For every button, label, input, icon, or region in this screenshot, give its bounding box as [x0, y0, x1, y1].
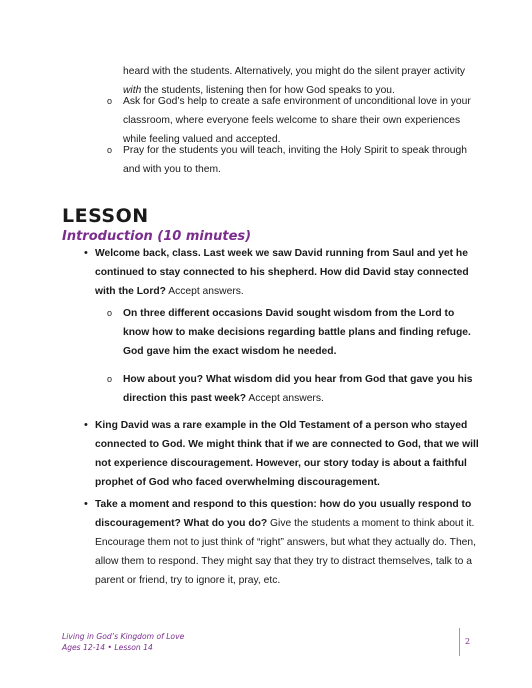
- section-heading: LESSON: [62, 205, 149, 227]
- footer-divider: [459, 628, 460, 656]
- lesson-bullet: [95, 416, 480, 492]
- sub-bullet-bold-text: How about you? What wisdom did you hear from God that gave you his direction this past week?: [123, 374, 473, 404]
- sub-bullet-marker: o: [107, 308, 113, 318]
- intro-text: heard with the students. Alternatively, you might do the silent prayer activity: [123, 66, 466, 77]
- bullet-bold-text: Take a moment and respond to this question: how do you usually respond to discouragement? What do you do?: [95, 499, 472, 529]
- page-footer: [62, 631, 184, 653]
- bullet-bold-text: King David was a rare example in the Old Testament of a person who stayed connected to God. We might think that if we are connected to God, that we will not experience discouragement. However, our story today is about a faithful prophet of God who faced overwhelming discouragement.: [95, 420, 479, 488]
- lesson-bullet: [95, 244, 480, 301]
- intro-text-cont: the students, listening then for how God speaks to you.: [141, 85, 395, 96]
- sub-bullet-marker: o: [107, 145, 113, 155]
- bullet-marker: •: [84, 498, 88, 510]
- lesson-bullet: [95, 495, 480, 590]
- sub-bullet-plain-text: Accept answers.: [246, 393, 324, 404]
- page-number: 2: [465, 637, 471, 646]
- intro-list-item: Ask for God’s help to create a safe environment of unconditional love in your classroom, where everyone feels welcome to share their own experiences while feeling valued and accepted.: [123, 96, 471, 145]
- footer-lesson-info: Ages 12-14 • Lesson 14: [62, 643, 153, 652]
- section-subheading: Introduction (10 minutes): [62, 229, 252, 244]
- lesson-sub-bullet: [123, 370, 478, 408]
- sub-bullet-bold-text: On three different occasions David sought wisdom from the Lord to know how to make decisions regarding battle plans and finding refuge. God gave him the exact wisdom he needed.: [123, 308, 471, 357]
- bullet-marker: •: [84, 419, 88, 431]
- sub-bullet-marker: o: [107, 96, 113, 106]
- intro-list-item: Pray for the students you will teach, inviting the Holy Spirit to speak through and with you to them.: [123, 145, 467, 175]
- sub-bullet-marker: o: [107, 374, 113, 384]
- bullet-plain-text: Accept answers.: [165, 286, 244, 297]
- footer-curriculum-title: Living in God’s Kingdom of Love: [62, 632, 185, 641]
- intro-emphasis: with: [123, 85, 142, 96]
- bullet-bold-text: Welcome back, class. Last week we saw David running from Saul and yet he continued to stay connected to his shepherd. How did David stay connected with the Lord?: [95, 248, 469, 297]
- lesson-sub-bullet: [123, 304, 478, 361]
- bullet-marker: •: [84, 247, 88, 259]
- bullet-plain-text: Give the students a moment to think about it. Encourage them not to just think of “right” answers, but what they actually do. Then, allow them to respond. They might say that they try to distract themselves, talk to a parent or friend, try to ignore it, pray, etc.: [95, 518, 476, 586]
